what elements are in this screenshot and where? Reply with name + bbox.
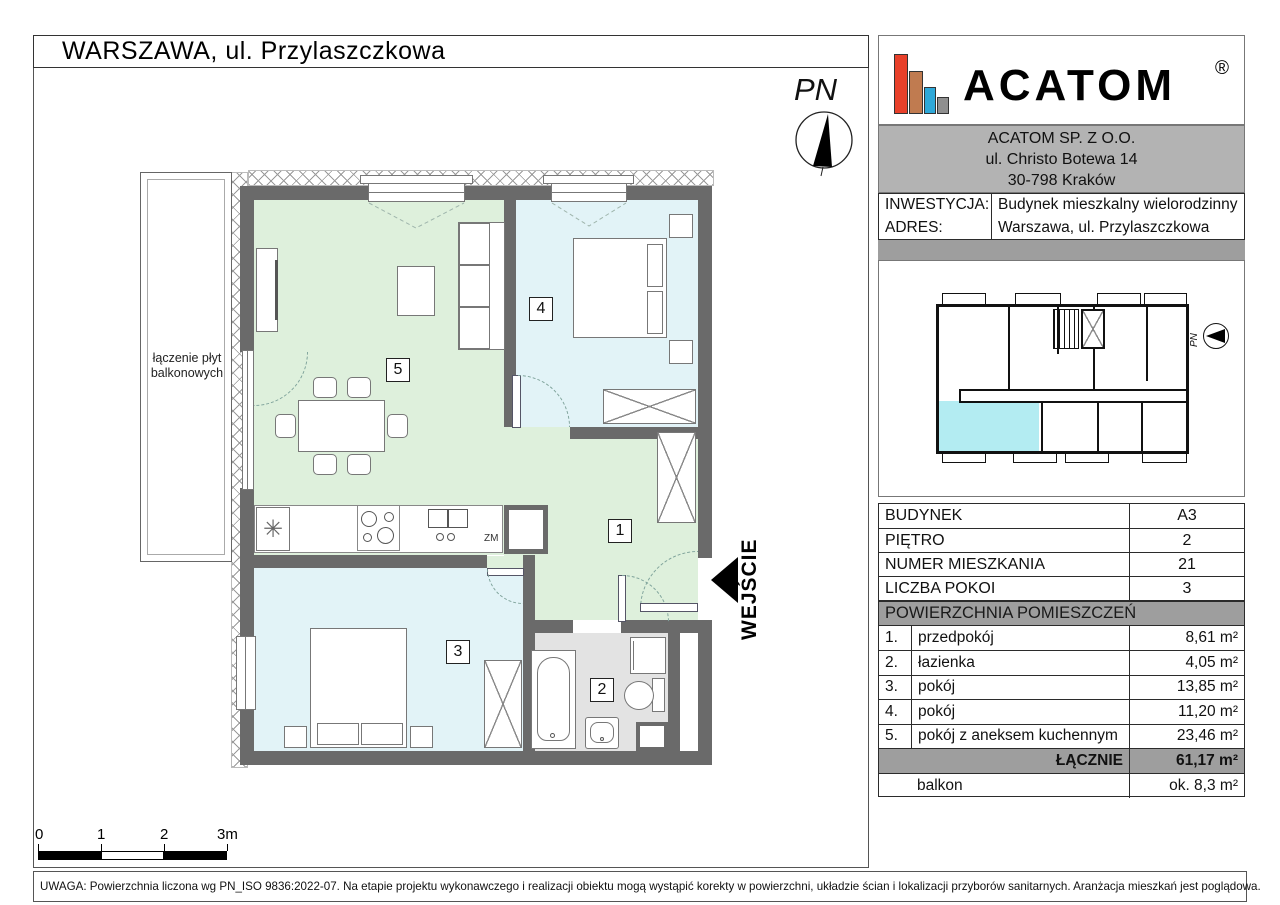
- total-value: 61,17 m²: [1129, 748, 1244, 773]
- minimap-highlight-apartment: [939, 401, 1039, 451]
- minimap-wall: [1008, 304, 1010, 391]
- areas-table: [878, 625, 1245, 797]
- wardrobe-bedroom3: [484, 660, 522, 748]
- wall-left-upper: [240, 186, 254, 352]
- minimap-elevator-icon: [1081, 309, 1105, 349]
- area-value: 8,61 m²: [1129, 626, 1244, 650]
- room-label-3: 3: [446, 640, 470, 664]
- wall-right-upper: [698, 186, 712, 558]
- area-value: 4,05 m²: [1129, 650, 1244, 674]
- wall-top: [248, 186, 712, 200]
- chair: [347, 454, 371, 475]
- room-label-2: 2: [590, 678, 614, 702]
- area-name: łazienka: [911, 650, 1129, 674]
- footer-note: UWAGA: Powierzchnia liczona wg PN_ISO 9836:2022-07. Na etapie projektu wykonawczego i realizacji obiektu mogą wystąpić korekty w powierzchni, układzie ścian i lokalizacji przyborów sanitarnych. Aranżacja mieszkań jest poglądowa.: [40, 880, 1261, 893]
- wall-kitchen-bedroom3: [240, 555, 487, 568]
- stove-burner-2: [384, 512, 394, 522]
- window-bedroom3: [236, 636, 256, 710]
- area-name: pokój z aneksem kuchennym: [911, 724, 1129, 748]
- scale-seg-2: [101, 851, 164, 860]
- chair: [313, 454, 337, 475]
- entrance-label: WEJŚCIE: [738, 538, 761, 640]
- window-swing-living: [368, 202, 465, 232]
- chair: [347, 377, 371, 398]
- sofa-cushion-1: [459, 223, 490, 265]
- area-num: 3.: [879, 675, 911, 699]
- logo-bar-gray: [937, 97, 949, 114]
- sofa-cushion-2: [459, 265, 490, 307]
- dishwasher-label: ZM: [484, 533, 499, 544]
- minimap-balcony-tab: [1142, 451, 1187, 463]
- minimap-compass-label: PN: [1189, 333, 1200, 347]
- footer-note-box: [33, 871, 1261, 902]
- minimap-balcony-tab: [1144, 293, 1187, 305]
- kitchen-sink-right: [448, 509, 468, 528]
- logo-bar-blue: [924, 87, 936, 114]
- window-swing-bedroom4: [551, 202, 627, 230]
- area-num: 1.: [885, 629, 898, 647]
- nightstand: [284, 726, 307, 748]
- logo-bar-icon: [894, 52, 952, 114]
- scale-tick-2: 2: [160, 826, 169, 843]
- minimap-wall: [1041, 401, 1043, 451]
- minimap-wall: [1141, 401, 1143, 451]
- balcony-row-label: balkon: [911, 773, 1129, 798]
- dining-table: [298, 400, 385, 452]
- detail-value: A3: [1129, 504, 1244, 528]
- area-value: 11,20 m²: [1129, 699, 1244, 723]
- stove-burner-4: [377, 527, 394, 544]
- details-table: [878, 503, 1245, 601]
- minimap-balcony-tab: [1013, 451, 1057, 463]
- company-street: ul. Christo Botewa 14: [985, 150, 1138, 168]
- address-label: ADRES:: [885, 218, 943, 236]
- balcony-spacer: [879, 773, 911, 798]
- window-bedroom4: [551, 183, 627, 202]
- balcony-note: łączenie płyt balkonowych: [150, 351, 224, 380]
- tv: [275, 260, 278, 320]
- logo-bar-red: [894, 54, 908, 114]
- company-name: ACATOM SP. Z O.O.: [987, 129, 1136, 147]
- area-value: 23,46 m²: [1129, 724, 1244, 748]
- logo-bar-brown: [909, 71, 923, 114]
- fridge: ✳: [256, 507, 290, 551]
- minimap-corridor-end: [959, 389, 961, 403]
- scale-tick-0: 0: [35, 826, 44, 843]
- wardrobe-bedroom4: [603, 389, 696, 424]
- area-num: 5.: [879, 724, 911, 748]
- scale-seg-1: [38, 851, 101, 860]
- balcony-door-frame: [242, 350, 254, 490]
- detail-value: 21: [1129, 552, 1244, 576]
- minimap-box: [878, 260, 1245, 497]
- sink-drain: [600, 737, 604, 741]
- minimap-stairs-icon: [1053, 309, 1079, 349]
- logo-text: ACATOM: [963, 61, 1177, 110]
- stove-burner-3: [363, 533, 372, 542]
- investment-table: [878, 193, 1245, 240]
- washing-machine-line: [633, 641, 634, 670]
- total-label: ŁĄCZNIE: [911, 748, 1129, 773]
- investment-label: INWESTYCJA:: [885, 196, 990, 214]
- balcony-row-value: ok. 8,3 m²: [1129, 773, 1244, 798]
- scale-tick-1: 1: [97, 826, 106, 843]
- scale-tickmark: [101, 844, 102, 851]
- kitchen-tap-1: [436, 533, 444, 541]
- detail-value: 3: [1129, 576, 1244, 600]
- area-name: pokój: [911, 699, 1129, 723]
- pillow: [317, 723, 359, 745]
- areas-header: POWIERZCHNIA POMIESZCZEŃ: [878, 601, 1245, 625]
- nightstand: [669, 340, 693, 364]
- wardrobe-hallway: [657, 432, 696, 523]
- detail-value: 2: [1129, 528, 1244, 552]
- area-value: 13,85 m²: [1129, 675, 1244, 699]
- kitchen-tap-2: [447, 533, 455, 541]
- door-leaf-entrance: [640, 603, 698, 612]
- minimap-wall: [1097, 401, 1099, 451]
- detail-label: NUMER MIESZKANIA: [879, 552, 1129, 576]
- sofa-cushion-3: [459, 307, 490, 349]
- wall-bottom: [240, 751, 712, 765]
- total-spacer: [879, 748, 911, 773]
- kitchen-sink-left: [428, 509, 448, 528]
- area-num: 4.: [879, 699, 911, 723]
- room-label-4: 4: [529, 297, 553, 321]
- entrance-arrow-icon: [711, 557, 738, 603]
- minimap-balcony-tab: [942, 293, 986, 305]
- minimap-compass-needle: [1206, 329, 1225, 343]
- logo-registered-mark: ®: [1215, 58, 1229, 79]
- title-bar: [33, 35, 869, 68]
- scale-seg-3: [164, 851, 227, 860]
- panel-separator-bar: [878, 240, 1245, 260]
- scale-tickmark: [164, 844, 165, 851]
- area-num: 2.: [879, 650, 911, 674]
- address-value: Warszawa, ul. Przylaszczkowa: [991, 217, 1244, 240]
- area-name: przedpokój: [911, 626, 1129, 650]
- company-address-box: [878, 125, 1245, 193]
- scalebar: [33, 826, 243, 862]
- window-living: [368, 183, 465, 202]
- chair: [387, 414, 408, 438]
- area-name: pokój: [911, 675, 1129, 699]
- pillow: [647, 291, 663, 334]
- shaft-bathroom: [636, 722, 668, 751]
- stove-burner-1: [361, 511, 377, 527]
- detail-label: PIĘTRO: [879, 528, 1129, 552]
- minimap-balcony-tab: [1065, 451, 1109, 463]
- pillow: [647, 244, 663, 287]
- coffee-table: [397, 266, 435, 316]
- investment-value: Budynek mieszkalny wielorodzinny: [991, 194, 1244, 217]
- detail-label: LICZBA POKOI: [879, 576, 1129, 600]
- page-title: WARSZAWA, ul. Przylaszczkowa: [62, 37, 446, 65]
- logo-box: [878, 35, 1245, 125]
- minimap-balcony-tab: [942, 451, 986, 463]
- scale-tickmark: [38, 844, 39, 851]
- scale-tickmark: [227, 844, 228, 851]
- chair: [275, 414, 296, 438]
- room-label-1: 1: [608, 519, 632, 543]
- bathtub-inner: [537, 657, 570, 741]
- room-label-5: 5: [386, 358, 410, 382]
- detail-label: BUDYNEK: [885, 507, 963, 524]
- chair: [313, 377, 337, 398]
- washing-machine: [630, 637, 666, 674]
- nightstand: [669, 214, 693, 238]
- insulation-hatch-top: [248, 170, 714, 186]
- wall-hall-bathroom-w: [523, 620, 573, 633]
- pillow: [361, 723, 403, 745]
- shaft-kitchen: [504, 505, 548, 554]
- scale-tick-3: 3m: [217, 826, 238, 843]
- north-compass-icon: [786, 68, 862, 180]
- nightstand: [410, 726, 433, 748]
- minimap-wall: [1146, 304, 1148, 381]
- wall-right-lower: [698, 623, 712, 765]
- doorway-bedroom3-gap: [487, 556, 523, 568]
- minimap-balcony-tab: [1015, 293, 1061, 305]
- company-city: 30-798 Kraków: [1007, 171, 1116, 189]
- bathtub-drain: [550, 733, 555, 738]
- wall-bathroom-right: [668, 633, 680, 751]
- balcony: [140, 172, 232, 562]
- minimap-balcony-tab: [1097, 293, 1141, 305]
- toilet-bowl: [624, 681, 654, 710]
- minimap-corridor-top: [959, 389, 1187, 391]
- minimap-corridor-bottom: [959, 401, 1187, 403]
- compass-label-glyph: PN: [794, 72, 838, 107]
